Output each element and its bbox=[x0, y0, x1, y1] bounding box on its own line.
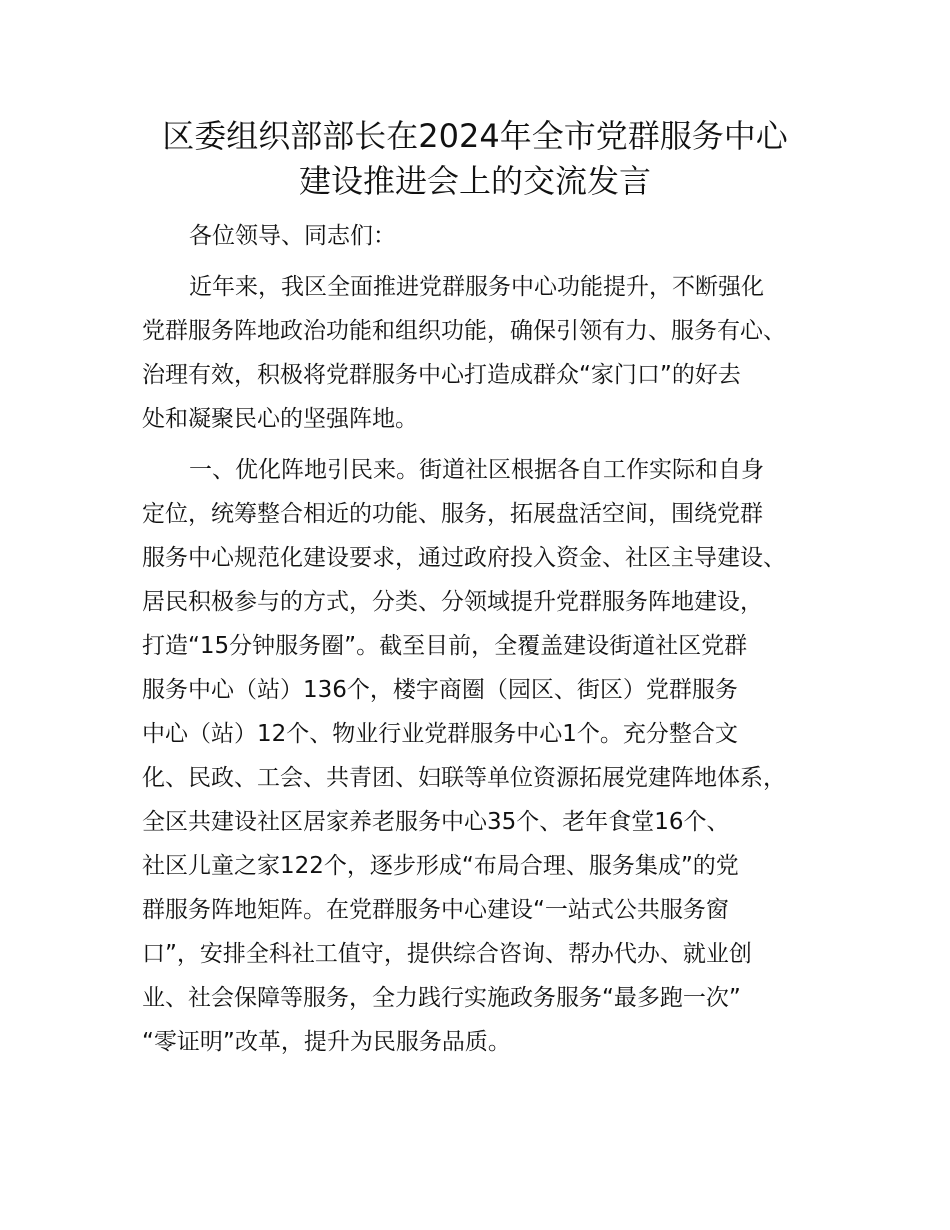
paragraph-line: 服务中心规范化建设要求，通过政府投入资金、社区主导建设、 bbox=[142, 545, 786, 571]
document-title-line-1: 区委组织部部长在2024年全市党群服务中心 bbox=[162, 117, 788, 155]
paragraph-line: 一、优化阵地引民来。街道社区根据各自工作实际和自身 bbox=[189, 457, 764, 483]
paragraph-line: 口”，安排全科社工值守，提供综合咨询、帮办代办、就业创 bbox=[142, 941, 752, 967]
paragraph-line: 打造“15分钟服务圈”。截至目前，全覆盖建设街道社区党群 bbox=[142, 633, 748, 659]
paragraph-line: 业、社会保障等服务，全力践行实施政务服务“最多跑一次” bbox=[142, 985, 741, 1011]
paragraph-line: 中心（站）12个、物业行业党群服务中心1个。充分整合文 bbox=[142, 721, 738, 747]
paragraph-line: 居民积极参与的方式，分类、分领域提升党群服务阵地建设， bbox=[142, 589, 763, 615]
document-title-line-2: 建设推进会上的交流发言 bbox=[298, 162, 651, 200]
paragraph-line: 服务中心（站）136个，楼宇商圈（园区、街区）党群服务 bbox=[142, 677, 738, 703]
paragraph-line: 群服务阵地矩阵。在党群服务中心建设“一站式公共服务窗 bbox=[142, 897, 729, 923]
paragraph-line: 处和凝聚民心的坚强阵地。 bbox=[142, 406, 418, 432]
paragraph-line: 近年来，我区全面推进党群服务中心功能提升，不断强化 bbox=[189, 274, 764, 300]
paragraph-line: 定位，统筹整合相近的功能、服务，拓展盘活空间，围绕党群 bbox=[142, 501, 763, 527]
paragraph-line: 治理有效，积极将党群服务中心打造成群众“家门口”的好去 bbox=[142, 362, 741, 388]
salutation: 各位领导、同志们： bbox=[189, 223, 396, 249]
paragraph-line: 党群服务阵地政治功能和组织功能，确保引领有力、服务有心、 bbox=[142, 318, 786, 344]
paragraph-line: “零证明”改革，提升为民服务品质。 bbox=[142, 1029, 511, 1055]
paragraph-line: 全区共建设社区居家养老服务中心35个、老年食堂16个、 bbox=[142, 809, 730, 835]
paragraph-line: 化、民政、工会、共青团、妇联等单位资源拓展党建阵地体系， bbox=[142, 765, 786, 791]
paragraph-line: 社区儿童之家122个，逐步形成“布局合理、服务集成”的党 bbox=[142, 853, 739, 879]
